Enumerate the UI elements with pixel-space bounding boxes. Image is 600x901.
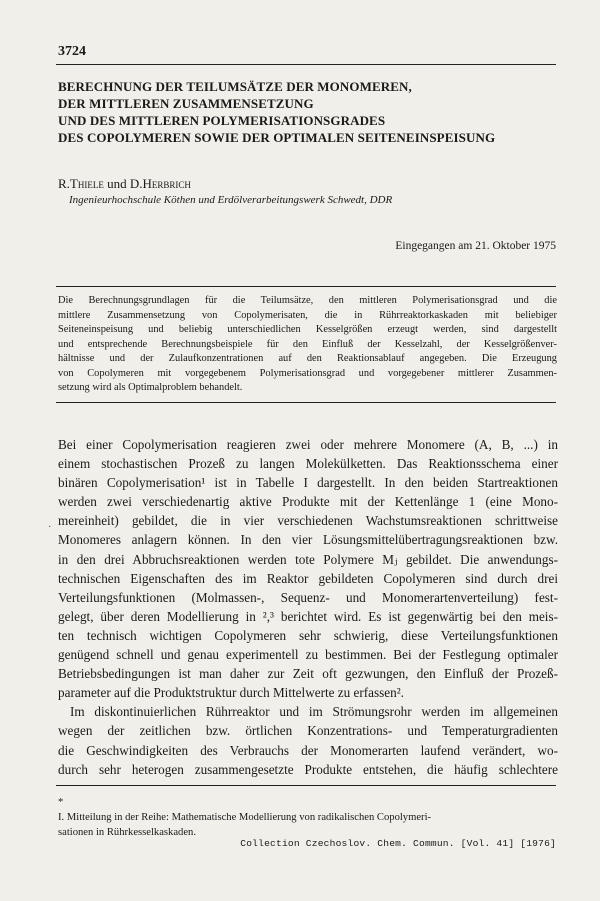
abstract-line: und entsprechende Berechnungsbeispiele für den Einfluß der Kesselzahl, der Kesselgrößenver- <box>58 338 557 350</box>
body-line: wegen der zeitlichen bzw. örtlichen Konzentrations- und Temperaturgradienten <box>58 723 558 739</box>
body-line: die Geschwindigkeiten des Verbrauchs der Monomerarten laufend verändert, wo- <box>58 742 558 758</box>
body-line: technischen Eigenschaften des im Reaktor gebildeten Copolymeren sind durch drei <box>58 570 558 586</box>
title-line: DER MITTLEREN ZUSAMMENSETZUNG <box>58 96 314 111</box>
body-line: durch sehr heterogen zusammengesetzte Produkte entstehen, die häufig schlechtere <box>58 761 558 777</box>
abstract-line: mittlere Zusammensetzung von Copolymerisaten, die in Rührreaktorkaskaden mit beliebiger <box>58 309 557 321</box>
page-number: 3724 <box>58 44 86 59</box>
abstract-line: setzung wird als Optimalproblem behandelt. <box>58 382 243 393</box>
abstract-bottom-rule <box>56 402 556 403</box>
footnote-mark: * <box>58 797 64 808</box>
footnote <box>58 795 558 840</box>
author-2-initial: D. <box>129 176 143 191</box>
abstract <box>58 294 557 396</box>
author-1-initial: R. <box>58 176 70 191</box>
header-rule <box>56 64 556 65</box>
body-line: einem stochastischen Prozeß zu langen Molekülketten. Das Reaktionsschema einer <box>58 456 558 472</box>
abstract-line: hältnisse und der Zulaufkonzentrationen auf den Reaktionsablauf angegeben. Die Erzeugung <box>58 353 557 364</box>
body-line: Bei einer Copolymerisation reagieren zwei oder mehrere Monomere (A, B, ...) in <box>58 437 558 452</box>
author-1-name: Thiele <box>69 176 104 191</box>
title-line: UND DES MITTLEREN POLYMERISATIONSGRADES <box>58 113 386 128</box>
footnote-line: sationen in Rührkesselkaskaden. <box>58 827 196 838</box>
title-line: BERECHNUNG DER TEILUMSÄTZE DER MONOMEREN, <box>58 79 412 94</box>
received-date: Eingegangen am 21. Oktober 1975 <box>395 240 556 252</box>
body-line: gelegt, über deren Modellierung in ²,³ berichtet wird. Es ist gegenwärtig bei den meis- <box>58 608 558 624</box>
body-line: genügend schnell und genau experimentell zu bestimmen. Bei der Festlegung optimaler <box>58 647 558 663</box>
body-line: in den drei Abbruchsreaktionen werden tote Polymere Mⱼ gebildet. Die anwendungs- <box>58 551 558 567</box>
body-line: Im diskontinuierlichen Rührreaktor und im Strömungsrohr werden im allgemeinen <box>70 704 558 720</box>
footnote-text: I. Mitteilung in der Reihe: Mathematische Modellierung von radikalischen Copolymeri- <box>58 812 432 823</box>
body-text <box>58 435 558 779</box>
authors <box>58 176 191 192</box>
footnote-line <box>58 795 558 825</box>
body-line: Monomeres anlagern können. In den vier Lösungsmittelübertragungsreaktionen bzw. <box>58 532 558 548</box>
abstract-line: von Copolymeren mit vorgegebenem Polymerisationsgrad und vorgegebener mittlerer Zusammen- <box>58 367 557 379</box>
body-line: parameter auf die Produktstruktur durch Mittelwerte zu erfassen². <box>58 685 404 701</box>
affiliation: Ingenieurhochschule Köthen und Erdölverarbeitungswerk Schwedt, DDR <box>69 194 393 206</box>
body-line: binären Copolymerisation¹ ist in Tabelle I dargestellt. In den beiden Startreaktionen <box>58 475 558 491</box>
footnote-rule <box>56 785 556 786</box>
author-2-name: Herbrich <box>142 176 191 191</box>
abstract-top-rule <box>56 286 556 287</box>
margin-dot: · <box>48 522 52 533</box>
article-title <box>58 78 558 146</box>
abstract-line: Die Berechnungsgrundlagen für die Teilumsätze, den mittleren Polymerisationsgrad und die <box>58 295 557 306</box>
author-conjunction: und <box>103 176 130 191</box>
body-line: werden zwei verschiedenartig aktive Produkte mit der Kettenlänge 1 (eine Mono- <box>58 494 558 510</box>
body-line: ten technisch wichtigen Copolymeren sehr schwierig, diese Verteilungsfunktionen <box>58 627 558 643</box>
body-line: mereinheit) gebildet, die in vier verschiedenen Wachstumsreaktionen schrittweise <box>58 513 558 529</box>
journal-citation: Collection Czechoslov. Chem. Commun. [Vol. 41] [1976] <box>240 838 556 849</box>
title-line: DES COPOLYMEREN SOWIE DER OPTIMALEN SEITENEINSPEISUNG <box>58 130 496 145</box>
abstract-line: Seiteneinspeisung und beliebig unterschiedlichen Kesselgrößen erzeugt werden, sind dargestellt <box>58 324 557 335</box>
body-line: Betriebsbedingungen ist man daher zur Zeit oft gezwungen, den Einfluß der Prozeß- <box>58 666 558 682</box>
body-line: Verteilungsfunktionen (Molmassen-, Sequenz- und Monomerartenverteilung) fest- <box>58 589 558 605</box>
